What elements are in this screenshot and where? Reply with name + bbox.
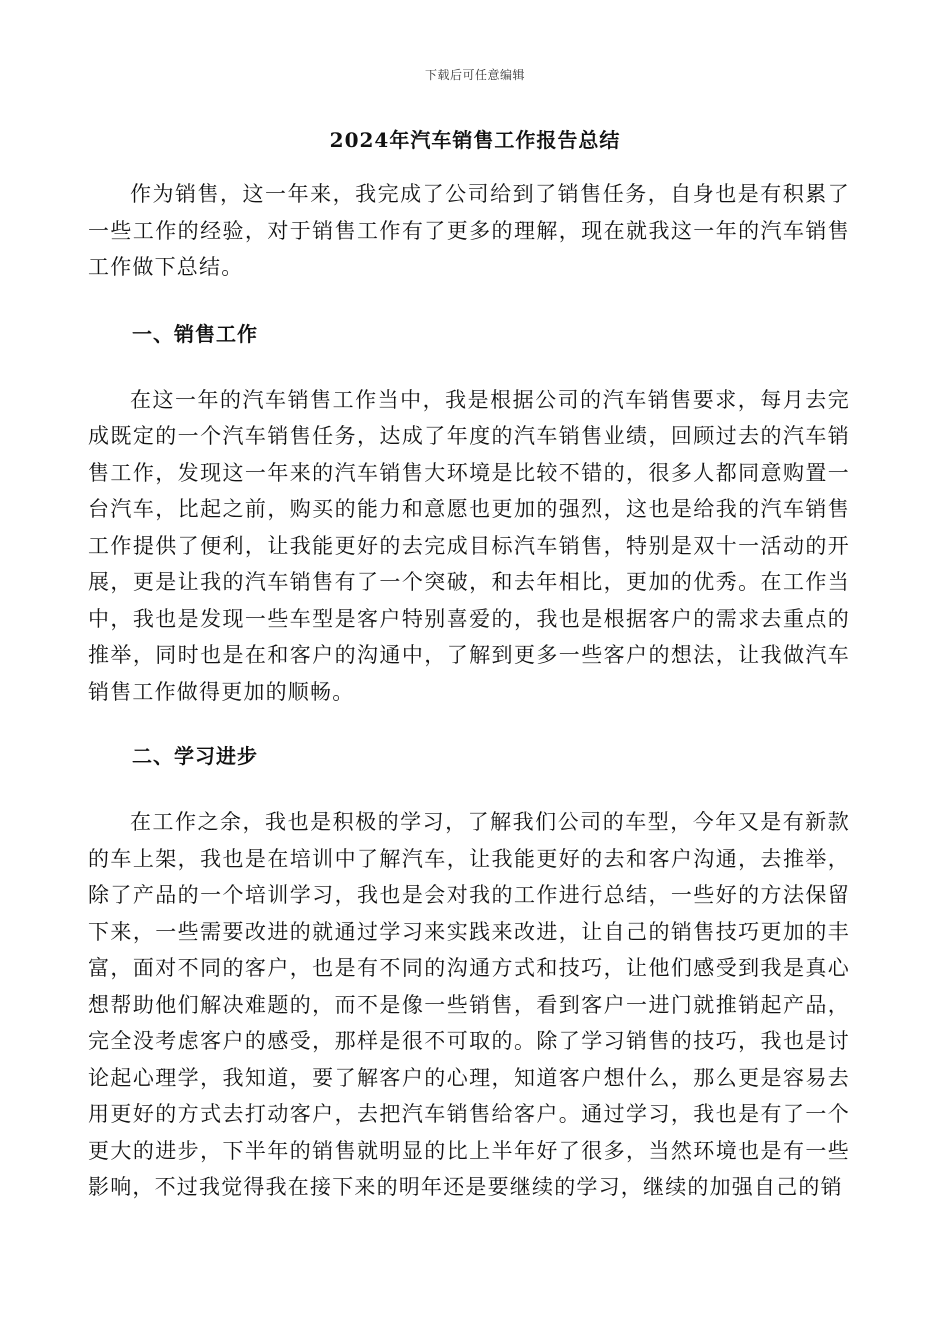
- intro-paragraph: 作为销售，这一年来，我完成了公司给到了销售任务，自身也是有积累了一些工作的经验，对于销售工作有了更多的理解，现在就我这一年的汽车销售工作做下总结。: [88, 182, 850, 279]
- section-heading-sales-work: 一、销售工作: [132, 321, 258, 346]
- section-heading-learning-progress: 二、学习进步: [132, 744, 258, 768]
- section-body-learning-progress: 在工作之余，我也是积极的学习，了解我们公司的车型，今年又是有新款的车上架，我也是在培训中了解汽车，让我能更好的去和客户沟通，去推举，除了产品的一个培训学习，我也是会对我的工作进行总结，一些好的方法保留下来，一些需要改进的就通过学习来实践来改进，让自己的销售技巧更加的丰富，面对不同的客户，也是有不同的沟通方式和技巧，让他们感受到我是真心想帮助他们解决难题的，而不是像一些销售，看到客户一进门就推销起产品，完全没考虑客户的感受，那样是很不可取的。除了学习销售的技巧，我也是讨论起心理学，我知道，要了解客户的心理，知道客户想什么，那么更是容易去用更好的方式去打动客户，去把汽车销售给客户。通过学习，我也是有了一个更大的进步，下半年的销售就明显的比上半年好了很多，当然环境也是有一些影响，不过我觉得我在接下来的明年还是要继续的学习，继续的加强自己的销: [88, 810, 850, 1199]
- section-body-sales-work: 在这一年的汽车销售工作当中，我是根据公司的汽车销售要求，每月去完成既定的一个汽车销售任务，达成了年度的汽车销售业绩，回顾过去的汽车销售工作，发现这一年来的汽车销售大环境是比较不错的，很多人都同意购置一台汽车，比起之前，购买的能力和意愿也更加的强烈，这也是给我的汽车销售工作提供了便利，让我能更好的去完成目标汽车销售，特别是双十一活动的开展，更是让我的汽车销售有了一个突破，和去年相比，更加的优秀。在工作当中，我也是发现一些车型是客户特别喜爱的，我也是根据客户的需求去重点的推举，同时也是在和客户的沟通中，了解到更多一些客户的想法，让我做汽车销售工作做得更加的顺畅。: [88, 387, 850, 704]
- document-body: [88, 176, 850, 1206]
- header-note: 下载后可任意编辑: [424, 68, 525, 82]
- page-title: 2024年汽车销售工作报告总结: [329, 128, 621, 152]
